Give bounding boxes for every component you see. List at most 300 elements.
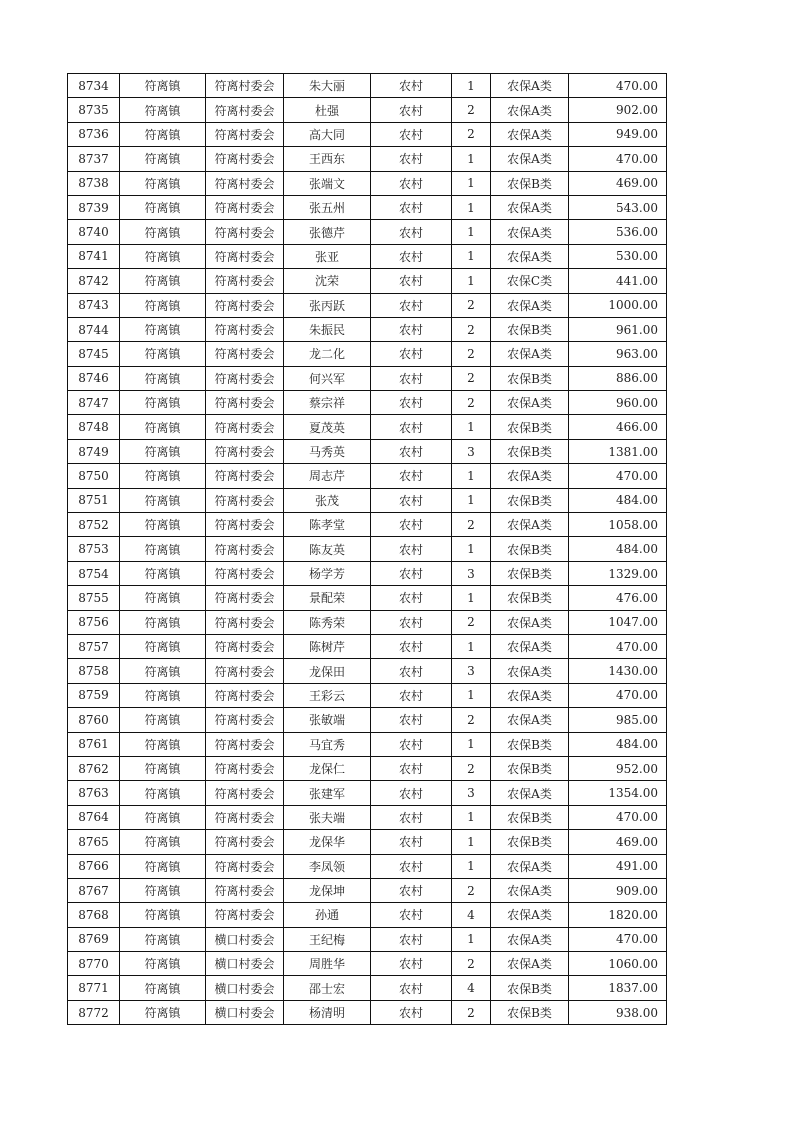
area-type-cell: 农村	[371, 903, 452, 927]
household-count-cell: 1	[452, 488, 491, 512]
row-id-cell: 8745	[68, 342, 120, 366]
amount-cell: 470.00	[569, 147, 667, 171]
town-cell: 符离镇	[120, 366, 206, 390]
amount-cell: 484.00	[569, 488, 667, 512]
table-row	[68, 74, 667, 98]
area-type-cell: 农村	[371, 366, 452, 390]
village-committee-cell: 符离村委会	[206, 269, 284, 293]
village-committee-cell: 符离村委会	[206, 439, 284, 463]
amount-cell: 470.00	[569, 927, 667, 951]
insurance-category-cell: 农保B类	[491, 439, 569, 463]
village-committee-cell: 符离村委会	[206, 171, 284, 195]
town-cell: 符离镇	[120, 708, 206, 732]
person-name-cell: 王彩云	[284, 683, 371, 707]
household-count-cell: 1	[452, 586, 491, 610]
row-id-cell: 8766	[68, 854, 120, 878]
amount-cell: 543.00	[569, 195, 667, 219]
village-committee-cell: 符离村委会	[206, 488, 284, 512]
table-row	[68, 878, 667, 902]
town-cell: 符离镇	[120, 610, 206, 634]
table-row	[68, 98, 667, 122]
household-count-cell: 1	[452, 244, 491, 268]
amount-cell: 1381.00	[569, 439, 667, 463]
person-name-cell: 周志芹	[284, 464, 371, 488]
insurance-category-cell: 农保A类	[491, 244, 569, 268]
town-cell: 符离镇	[120, 805, 206, 829]
village-committee-cell: 符离村委会	[206, 98, 284, 122]
town-cell: 符离镇	[120, 293, 206, 317]
table-row	[68, 391, 667, 415]
area-type-cell: 农村	[371, 927, 452, 951]
household-count-cell: 2	[452, 610, 491, 634]
area-type-cell: 农村	[371, 269, 452, 293]
household-count-cell: 1	[452, 830, 491, 854]
amount-cell: 466.00	[569, 415, 667, 439]
household-count-cell: 1	[452, 74, 491, 98]
town-cell: 符离镇	[120, 781, 206, 805]
insurance-category-cell: 农保B类	[491, 756, 569, 780]
person-name-cell: 李凤领	[284, 854, 371, 878]
table-row	[68, 488, 667, 512]
table-row	[68, 147, 667, 171]
person-name-cell: 张亚	[284, 244, 371, 268]
insurance-category-cell: 农保B类	[491, 976, 569, 1000]
area-type-cell: 农村	[371, 488, 452, 512]
row-id-cell: 8746	[68, 366, 120, 390]
household-count-cell: 2	[452, 366, 491, 390]
row-id-cell: 8761	[68, 732, 120, 756]
row-id-cell: 8742	[68, 269, 120, 293]
household-count-cell: 2	[452, 317, 491, 341]
insurance-category-cell: 农保A类	[491, 342, 569, 366]
insurance-category-cell: 农保A类	[491, 708, 569, 732]
village-committee-cell: 符离村委会	[206, 537, 284, 561]
town-cell: 符离镇	[120, 147, 206, 171]
area-type-cell: 农村	[371, 952, 452, 976]
area-type-cell: 农村	[371, 854, 452, 878]
amount-cell: 1430.00	[569, 659, 667, 683]
person-name-cell: 龙二化	[284, 342, 371, 366]
household-count-cell: 4	[452, 903, 491, 927]
household-count-cell: 1	[452, 147, 491, 171]
table-row	[68, 439, 667, 463]
household-count-cell: 2	[452, 342, 491, 366]
table-row	[68, 952, 667, 976]
village-committee-cell: 符离村委会	[206, 74, 284, 98]
household-count-cell: 2	[452, 293, 491, 317]
town-cell: 符离镇	[120, 976, 206, 1000]
household-count-cell: 1	[452, 805, 491, 829]
insurance-category-cell: 农保A类	[491, 391, 569, 415]
town-cell: 符离镇	[120, 195, 206, 219]
insurance-category-cell: 农保B类	[491, 537, 569, 561]
insurance-category-cell: 农保A类	[491, 293, 569, 317]
amount-cell: 484.00	[569, 732, 667, 756]
area-type-cell: 农村	[371, 683, 452, 707]
amount-cell: 1329.00	[569, 561, 667, 585]
insurance-category-cell: 农保A类	[491, 513, 569, 537]
village-committee-cell: 符离村委会	[206, 708, 284, 732]
person-name-cell: 蔡宗祥	[284, 391, 371, 415]
area-type-cell: 农村	[371, 195, 452, 219]
table-row	[68, 415, 667, 439]
amount-cell: 469.00	[569, 171, 667, 195]
town-cell: 符离镇	[120, 756, 206, 780]
row-id-cell: 8756	[68, 610, 120, 634]
row-id-cell: 8734	[68, 74, 120, 98]
table-row	[68, 830, 667, 854]
person-name-cell: 朱大丽	[284, 74, 371, 98]
row-id-cell: 8763	[68, 781, 120, 805]
person-name-cell: 王纪梅	[284, 927, 371, 951]
town-cell: 符离镇	[120, 927, 206, 951]
table-row	[68, 659, 667, 683]
row-id-cell: 8741	[68, 244, 120, 268]
town-cell: 符离镇	[120, 903, 206, 927]
row-id-cell: 8751	[68, 488, 120, 512]
area-type-cell: 农村	[371, 513, 452, 537]
table-row	[68, 634, 667, 658]
household-count-cell: 1	[452, 220, 491, 244]
amount-cell: 961.00	[569, 317, 667, 341]
amount-cell: 938.00	[569, 1000, 667, 1024]
row-id-cell: 8757	[68, 634, 120, 658]
area-type-cell: 农村	[371, 878, 452, 902]
village-committee-cell: 符离村委会	[206, 659, 284, 683]
village-committee-cell: 符离村委会	[206, 317, 284, 341]
area-type-cell: 农村	[371, 708, 452, 732]
village-committee-cell: 符离村委会	[206, 903, 284, 927]
amount-cell: 484.00	[569, 537, 667, 561]
household-count-cell: 4	[452, 976, 491, 1000]
town-cell: 符离镇	[120, 634, 206, 658]
town-cell: 符离镇	[120, 952, 206, 976]
person-name-cell: 何兴军	[284, 366, 371, 390]
table-row	[68, 756, 667, 780]
town-cell: 符离镇	[120, 1000, 206, 1024]
table-row	[68, 244, 667, 268]
person-name-cell: 沈荣	[284, 269, 371, 293]
village-committee-cell: 符离村委会	[206, 586, 284, 610]
amount-cell: 470.00	[569, 634, 667, 658]
person-name-cell: 杨清明	[284, 1000, 371, 1024]
insurance-category-cell: 农保A类	[491, 464, 569, 488]
table-row	[68, 610, 667, 634]
insurance-category-cell: 农保A类	[491, 903, 569, 927]
amount-cell: 441.00	[569, 269, 667, 293]
amount-cell: 491.00	[569, 854, 667, 878]
household-count-cell: 1	[452, 634, 491, 658]
table-row	[68, 976, 667, 1000]
insurance-category-cell: 农保B类	[491, 561, 569, 585]
amount-cell: 476.00	[569, 586, 667, 610]
town-cell: 符离镇	[120, 830, 206, 854]
household-count-cell: 2	[452, 98, 491, 122]
area-type-cell: 农村	[371, 122, 452, 146]
table-row	[68, 708, 667, 732]
household-count-cell: 2	[452, 756, 491, 780]
household-count-cell: 1	[452, 171, 491, 195]
village-committee-cell: 符离村委会	[206, 195, 284, 219]
row-id-cell: 8736	[68, 122, 120, 146]
area-type-cell: 农村	[371, 147, 452, 171]
amount-cell: 1820.00	[569, 903, 667, 927]
area-type-cell: 农村	[371, 74, 452, 98]
person-name-cell: 张丙跃	[284, 293, 371, 317]
amount-cell: 1060.00	[569, 952, 667, 976]
village-committee-cell: 横口村委会	[206, 1000, 284, 1024]
household-count-cell: 1	[452, 683, 491, 707]
town-cell: 符离镇	[120, 488, 206, 512]
row-id-cell: 8739	[68, 195, 120, 219]
row-id-cell: 8768	[68, 903, 120, 927]
row-id-cell: 8770	[68, 952, 120, 976]
household-count-cell: 2	[452, 391, 491, 415]
village-committee-cell: 符离村委会	[206, 244, 284, 268]
insurance-category-cell: 农保A类	[491, 854, 569, 878]
village-committee-cell: 符离村委会	[206, 391, 284, 415]
household-count-cell: 2	[452, 513, 491, 537]
insurance-category-cell: 农保A类	[491, 634, 569, 658]
town-cell: 符离镇	[120, 244, 206, 268]
person-name-cell: 马宜秀	[284, 732, 371, 756]
insurance-category-cell: 农保A类	[491, 952, 569, 976]
insurance-category-cell: 农保B类	[491, 171, 569, 195]
village-committee-cell: 符离村委会	[206, 634, 284, 658]
table-row	[68, 195, 667, 219]
person-name-cell: 张建军	[284, 781, 371, 805]
row-id-cell: 8749	[68, 439, 120, 463]
table-row	[68, 122, 667, 146]
insurance-category-cell: 农保A类	[491, 220, 569, 244]
amount-cell: 960.00	[569, 391, 667, 415]
person-name-cell: 杨学芳	[284, 561, 371, 585]
person-name-cell: 龙保坤	[284, 878, 371, 902]
row-id-cell: 8758	[68, 659, 120, 683]
insurance-category-cell: 农保A类	[491, 122, 569, 146]
household-count-cell: 3	[452, 781, 491, 805]
amount-cell: 949.00	[569, 122, 667, 146]
household-count-cell: 1	[452, 732, 491, 756]
area-type-cell: 农村	[371, 537, 452, 561]
insurance-category-cell: 农保A类	[491, 878, 569, 902]
amount-cell: 985.00	[569, 708, 667, 732]
table-row	[68, 220, 667, 244]
row-id-cell: 8740	[68, 220, 120, 244]
insurance-category-cell: 农保B类	[491, 586, 569, 610]
insurance-category-cell: 农保B类	[491, 488, 569, 512]
amount-cell: 470.00	[569, 74, 667, 98]
row-id-cell: 8743	[68, 293, 120, 317]
person-name-cell: 杜强	[284, 98, 371, 122]
area-type-cell: 农村	[371, 732, 452, 756]
town-cell: 符离镇	[120, 561, 206, 585]
table-row	[68, 927, 667, 951]
row-id-cell: 8771	[68, 976, 120, 1000]
household-count-cell: 3	[452, 439, 491, 463]
household-count-cell: 1	[452, 854, 491, 878]
area-type-cell: 农村	[371, 439, 452, 463]
insurance-category-cell: 农保B类	[491, 830, 569, 854]
town-cell: 符离镇	[120, 513, 206, 537]
person-name-cell: 张五州	[284, 195, 371, 219]
area-type-cell: 农村	[371, 391, 452, 415]
table-body	[68, 74, 667, 1025]
insurance-category-cell: 农保A类	[491, 659, 569, 683]
row-id-cell: 8752	[68, 513, 120, 537]
table-row	[68, 586, 667, 610]
town-cell: 符离镇	[120, 122, 206, 146]
area-type-cell: 农村	[371, 805, 452, 829]
amount-cell: 902.00	[569, 98, 667, 122]
village-committee-cell: 符离村委会	[206, 147, 284, 171]
person-name-cell: 龙保仁	[284, 756, 371, 780]
table-row	[68, 561, 667, 585]
village-committee-cell: 符离村委会	[206, 293, 284, 317]
amount-cell: 952.00	[569, 756, 667, 780]
person-name-cell: 陈树芹	[284, 634, 371, 658]
area-type-cell: 农村	[371, 586, 452, 610]
table-row	[68, 269, 667, 293]
area-type-cell: 农村	[371, 976, 452, 1000]
area-type-cell: 农村	[371, 756, 452, 780]
town-cell: 符离镇	[120, 220, 206, 244]
town-cell: 符离镇	[120, 732, 206, 756]
person-name-cell: 张夫端	[284, 805, 371, 829]
table-row	[68, 366, 667, 390]
household-count-cell: 3	[452, 659, 491, 683]
person-name-cell: 高大同	[284, 122, 371, 146]
person-name-cell: 邵士宏	[284, 976, 371, 1000]
row-id-cell: 8772	[68, 1000, 120, 1024]
row-id-cell: 8754	[68, 561, 120, 585]
row-id-cell: 8735	[68, 98, 120, 122]
person-name-cell: 王西东	[284, 147, 371, 171]
row-id-cell: 8738	[68, 171, 120, 195]
village-committee-cell: 符离村委会	[206, 366, 284, 390]
village-committee-cell: 符离村委会	[206, 610, 284, 634]
town-cell: 符离镇	[120, 854, 206, 878]
town-cell: 符离镇	[120, 317, 206, 341]
table-row	[68, 903, 667, 927]
person-name-cell: 朱振民	[284, 317, 371, 341]
insurance-category-cell: 农保B类	[491, 366, 569, 390]
town-cell: 符离镇	[120, 878, 206, 902]
table-row	[68, 854, 667, 878]
village-committee-cell: 符离村委会	[206, 732, 284, 756]
person-name-cell: 景配荣	[284, 586, 371, 610]
person-name-cell: 陈友英	[284, 537, 371, 561]
insurance-category-cell: 农保A类	[491, 781, 569, 805]
area-type-cell: 农村	[371, 561, 452, 585]
person-name-cell: 马秀英	[284, 439, 371, 463]
village-committee-cell: 符离村委会	[206, 220, 284, 244]
insurance-category-cell: 农保A类	[491, 683, 569, 707]
row-id-cell: 8760	[68, 708, 120, 732]
table-row	[68, 805, 667, 829]
row-id-cell: 8767	[68, 878, 120, 902]
area-type-cell: 农村	[371, 634, 452, 658]
town-cell: 符离镇	[120, 439, 206, 463]
table-row	[68, 537, 667, 561]
insurance-category-cell: 农保A类	[491, 195, 569, 219]
amount-cell: 1000.00	[569, 293, 667, 317]
row-id-cell: 8764	[68, 805, 120, 829]
table-row	[68, 732, 667, 756]
area-type-cell: 农村	[371, 98, 452, 122]
insurance-category-cell: 农保A类	[491, 98, 569, 122]
amount-cell: 909.00	[569, 878, 667, 902]
row-id-cell: 8753	[68, 537, 120, 561]
table-row	[68, 293, 667, 317]
person-name-cell: 张茂	[284, 488, 371, 512]
household-count-cell: 1	[452, 927, 491, 951]
town-cell: 符离镇	[120, 683, 206, 707]
row-id-cell: 8765	[68, 830, 120, 854]
table-row	[68, 342, 667, 366]
area-type-cell: 农村	[371, 830, 452, 854]
town-cell: 符离镇	[120, 74, 206, 98]
row-id-cell: 8755	[68, 586, 120, 610]
insurance-category-cell: 农保B类	[491, 317, 569, 341]
amount-cell: 1837.00	[569, 976, 667, 1000]
amount-cell: 1058.00	[569, 513, 667, 537]
household-count-cell: 1	[452, 537, 491, 561]
town-cell: 符离镇	[120, 415, 206, 439]
town-cell: 符离镇	[120, 269, 206, 293]
row-id-cell: 8747	[68, 391, 120, 415]
table-row	[68, 317, 667, 341]
insurance-category-cell: 农保C类	[491, 269, 569, 293]
amount-cell: 470.00	[569, 464, 667, 488]
person-name-cell: 孙通	[284, 903, 371, 927]
row-id-cell: 8750	[68, 464, 120, 488]
household-count-cell: 1	[452, 269, 491, 293]
insurance-category-cell: 农保B类	[491, 415, 569, 439]
insurance-category-cell: 农保B类	[491, 1000, 569, 1024]
table-row	[68, 781, 667, 805]
town-cell: 符离镇	[120, 98, 206, 122]
area-type-cell: 农村	[371, 415, 452, 439]
person-name-cell: 张德芹	[284, 220, 371, 244]
village-committee-cell: 符离村委会	[206, 805, 284, 829]
table-row	[68, 464, 667, 488]
household-count-cell: 1	[452, 195, 491, 219]
village-committee-cell: 符离村委会	[206, 683, 284, 707]
village-committee-cell: 符离村委会	[206, 830, 284, 854]
village-committee-cell: 符离村委会	[206, 781, 284, 805]
table-row	[68, 1000, 667, 1024]
insurance-category-cell: 农保A类	[491, 610, 569, 634]
village-committee-cell: 符离村委会	[206, 464, 284, 488]
amount-cell: 963.00	[569, 342, 667, 366]
town-cell: 符离镇	[120, 586, 206, 610]
village-committee-cell: 横口村委会	[206, 976, 284, 1000]
village-committee-cell: 符离村委会	[206, 756, 284, 780]
village-committee-cell: 符离村委会	[206, 854, 284, 878]
village-committee-cell: 符离村委会	[206, 878, 284, 902]
household-count-cell: 3	[452, 561, 491, 585]
insurance-category-cell: 农保B类	[491, 805, 569, 829]
household-count-cell: 1	[452, 415, 491, 439]
town-cell: 符离镇	[120, 659, 206, 683]
amount-cell: 469.00	[569, 830, 667, 854]
town-cell: 符离镇	[120, 342, 206, 366]
row-id-cell: 8748	[68, 415, 120, 439]
household-count-cell: 2	[452, 122, 491, 146]
amount-cell: 1047.00	[569, 610, 667, 634]
town-cell: 符离镇	[120, 464, 206, 488]
